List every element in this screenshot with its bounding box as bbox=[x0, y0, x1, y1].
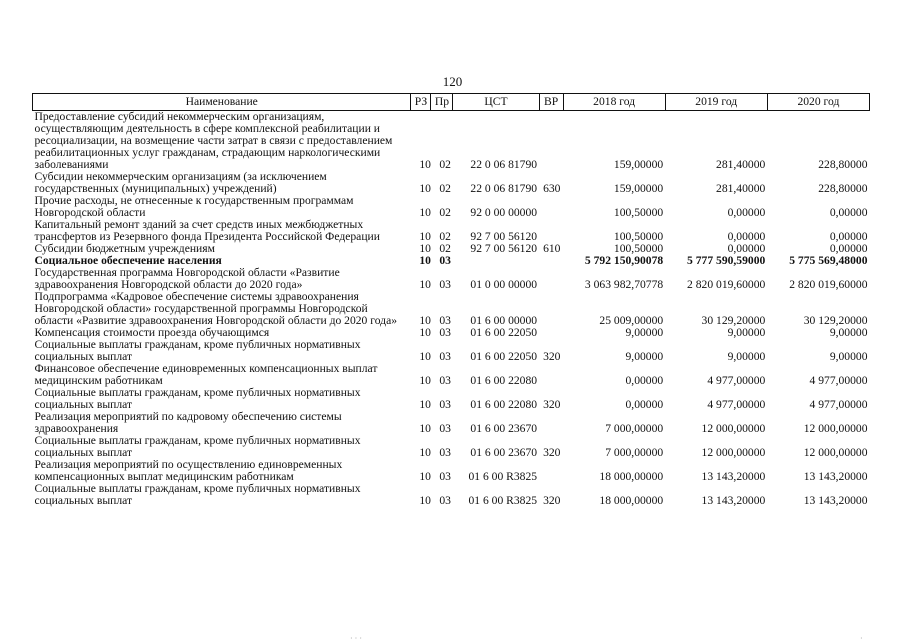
row-2019-value: 281,40000 bbox=[716, 182, 766, 195]
scan-artifact: · bbox=[860, 634, 863, 643]
row-name: Компенсация стоимости проезда обучающимся bbox=[34, 326, 270, 339]
row-vr: 630 bbox=[543, 182, 561, 195]
row-2019-value: 0,00000 bbox=[727, 230, 766, 243]
row-2020-value: 12 000,00000 bbox=[803, 446, 868, 459]
row-rz: 10 bbox=[419, 242, 431, 255]
row-name: Реализация мероприятий по кадровому обеспечению системы здравоохранения bbox=[34, 410, 342, 435]
row-pr: 03 bbox=[439, 446, 451, 459]
row-name: Предоставление субсидий некоммерческим организациям, осуществляющим деятельность в сфере комплексной реабилитации и ресоциализации, на возмещение части затрат в связи с предоставлением реабилитационных услуг гражданам, страдающим наркологическими заболеваниями bbox=[34, 110, 393, 171]
row-name: Социальные выплаты гражданам, кроме публичных нормативных социальных выплат bbox=[34, 482, 361, 507]
row-rz: 10 bbox=[419, 470, 431, 483]
row-pr: 03 bbox=[439, 326, 451, 339]
row-cst: 01 6 00 22050 bbox=[470, 350, 538, 363]
row-2018-value: 100,50000 bbox=[613, 206, 664, 219]
row-vr: 320 bbox=[543, 446, 561, 459]
row-2020-value: 13 143,20000 bbox=[803, 470, 868, 483]
row-2018-value: 18 000,00000 bbox=[599, 470, 664, 483]
row-rz: 10 bbox=[419, 326, 431, 339]
row-name: Социальные выплаты гражданам, кроме публичных нормативных социальных выплат bbox=[34, 386, 361, 411]
row-rz: 10 bbox=[419, 422, 431, 435]
row-cst: 01 0 00 00000 bbox=[470, 278, 538, 291]
header-rz: РЗ bbox=[411, 94, 431, 111]
table-row bbox=[33, 267, 870, 291]
table-row bbox=[33, 195, 870, 219]
row-2020-value: 0,00000 bbox=[829, 242, 868, 255]
row-2020-value: 9,00000 bbox=[829, 326, 868, 339]
row-2019-value: 30 129,20000 bbox=[701, 314, 766, 327]
row-2019-value: 12 000,00000 bbox=[701, 422, 766, 435]
row-2018-value: 9,00000 bbox=[625, 350, 664, 363]
row-cst: 92 7 00 56120 bbox=[470, 242, 538, 255]
header-pr: Пр bbox=[431, 94, 453, 111]
header-name: Наименование bbox=[33, 94, 411, 111]
table-row bbox=[33, 411, 870, 435]
table-row bbox=[33, 111, 870, 172]
row-2019-value: 9,00000 bbox=[727, 350, 766, 363]
row-2019-value: 5 777 590,59000 bbox=[687, 254, 766, 267]
row-vr bbox=[539, 363, 563, 387]
scan-artifact: · · · bbox=[350, 634, 362, 643]
row-rz: 10 bbox=[419, 278, 431, 291]
header-2018: 2018 год bbox=[563, 94, 665, 111]
row-cst: 92 7 00 56120 bbox=[470, 230, 538, 243]
row-vr bbox=[539, 291, 563, 327]
row-pr: 03 bbox=[439, 374, 451, 387]
header-2020: 2020 год bbox=[767, 94, 869, 111]
page-number: 120 bbox=[442, 74, 463, 89]
row-2019-value: 9,00000 bbox=[727, 326, 766, 339]
header-vr: ВР bbox=[539, 94, 563, 111]
row-2018-value: 159,00000 bbox=[613, 182, 664, 195]
row-2018-value: 5 792 150,90078 bbox=[584, 254, 664, 267]
row-vr bbox=[539, 411, 563, 435]
row-pr: 03 bbox=[439, 314, 451, 327]
row-name: Капитальный ремонт зданий за счет средств иных межбюджетных трансфертов из Резервного фонда Президента Российской Федерации bbox=[34, 218, 380, 243]
row-cst: 01 6 00 23670 bbox=[470, 446, 538, 459]
row-name: Социальные выплаты гражданам, кроме публичных нормативных социальных выплат bbox=[34, 434, 361, 459]
header-cst: ЦСТ bbox=[453, 94, 539, 111]
header-2019: 2019 год bbox=[665, 94, 767, 111]
row-cst: 92 0 00 00000 bbox=[470, 206, 538, 219]
row-cst: 01 6 00 22080 bbox=[470, 374, 538, 387]
row-cst: 01 6 00 22080 bbox=[470, 398, 538, 411]
row-2018-value: 25 009,00000 bbox=[599, 314, 664, 327]
row-vr bbox=[539, 267, 563, 291]
row-2018-value: 0,00000 bbox=[625, 374, 664, 387]
row-vr: 320 bbox=[543, 350, 561, 363]
row-2018-value: 100,50000 bbox=[613, 230, 664, 243]
row-pr: 02 bbox=[439, 230, 451, 243]
row-pr: 03 bbox=[439, 422, 451, 435]
row-rz: 10 bbox=[419, 206, 431, 219]
row-2019-value: 281,40000 bbox=[716, 158, 766, 171]
row-vr bbox=[539, 459, 563, 483]
row-2020-value: 5 775 569,48000 bbox=[789, 254, 868, 267]
row-2020-value: 0,00000 bbox=[829, 230, 868, 243]
row-cst: 01 6 00 R3825 bbox=[468, 470, 538, 483]
table-body bbox=[33, 111, 870, 508]
row-2018-value: 159,00000 bbox=[613, 158, 664, 171]
row-2018-value: 7 000,00000 bbox=[605, 446, 664, 459]
row-cst: 01 6 00 22050 bbox=[470, 326, 538, 339]
row-cst: 22 0 06 81790 bbox=[470, 158, 538, 171]
row-name: Государственная программа Новгородской области «Развитие здравоохранения Новгородской области до 2020 года» bbox=[34, 266, 340, 291]
row-2018-value: 0,00000 bbox=[625, 398, 664, 411]
table-row bbox=[33, 171, 870, 195]
row-pr: 02 bbox=[439, 206, 451, 219]
row-pr: 02 bbox=[439, 242, 451, 255]
row-rz: 10 bbox=[419, 446, 431, 459]
budget-table bbox=[32, 93, 870, 507]
row-cst: 01 6 00 23670 bbox=[470, 422, 538, 435]
row-name: Субсидии бюджетным учреждениям bbox=[34, 242, 215, 255]
row-2018-value: 7 000,00000 bbox=[605, 422, 664, 435]
row-rz: 10 bbox=[419, 254, 431, 267]
row-2019-value: 4 977,00000 bbox=[707, 374, 766, 387]
row-2018-value: 9,00000 bbox=[625, 326, 664, 339]
row-name: Социальное обеспечение населения bbox=[34, 254, 222, 267]
row-rz: 10 bbox=[419, 350, 431, 363]
row-2020-value: 0,00000 bbox=[829, 206, 868, 219]
row-2019-value: 0,00000 bbox=[727, 242, 766, 255]
row-2020-value: 12 000,00000 bbox=[803, 422, 868, 435]
row-2019-value: 13 143,20000 bbox=[701, 470, 766, 483]
table-row bbox=[33, 387, 870, 411]
row-vr: 320 bbox=[543, 398, 561, 411]
row-rz: 10 bbox=[419, 398, 431, 411]
row-2019-value: 2 820 019,60000 bbox=[687, 278, 766, 291]
row-name: Социальные выплаты гражданам, кроме публичных нормативных социальных выплат bbox=[34, 338, 361, 363]
row-name: Прочие расходы, не отнесенные к государственным программам Новгородской области bbox=[34, 194, 354, 219]
row-vr: 610 bbox=[543, 242, 561, 255]
row-2019-value: 12 000,00000 bbox=[701, 446, 766, 459]
row-2020-value: 4 977,00000 bbox=[809, 398, 868, 411]
row-2018-value: 100,50000 bbox=[613, 242, 664, 255]
row-vr bbox=[539, 111, 563, 172]
row-2019-value: 0,00000 bbox=[727, 206, 766, 219]
row-name: Подпрограмма «Кадровое обеспечение системы здравоохранения Новгородской области» государственной программы Новгородской области «Развитие здравоохранения Новгородской области до 2020 года» bbox=[34, 290, 398, 327]
row-pr: 02 bbox=[439, 158, 451, 171]
row-pr: 03 bbox=[439, 470, 451, 483]
row-vr bbox=[539, 195, 563, 219]
table-row bbox=[33, 363, 870, 387]
row-2020-value: 228,80000 bbox=[818, 158, 868, 171]
table-row bbox=[33, 219, 870, 243]
row-rz: 10 bbox=[419, 314, 431, 327]
row-vr bbox=[539, 327, 563, 339]
row-pr: 03 bbox=[439, 494, 451, 507]
row-name: Финансовое обеспечение единовременных компенсационных выплат медицинским работникам bbox=[34, 362, 378, 387]
row-pr: 03 bbox=[439, 398, 451, 411]
row-pr: 03 bbox=[439, 350, 451, 363]
row-2020-value: 13 143,20000 bbox=[803, 494, 868, 507]
row-2018-value: 3 063 982,70778 bbox=[584, 278, 664, 291]
row-name: Реализация мероприятий по осуществлению единовременных компенсационных выплат медицинским работникам bbox=[34, 458, 343, 483]
row-vr bbox=[539, 255, 563, 267]
row-2020-value: 30 129,20000 bbox=[803, 314, 868, 327]
row-vr: 320 bbox=[543, 494, 561, 507]
row-cst: 01 6 00 00000 bbox=[470, 314, 538, 327]
table-row bbox=[33, 291, 870, 327]
row-rz: 10 bbox=[419, 374, 431, 387]
row-cst: 22 0 06 81790 bbox=[470, 182, 538, 195]
table-row bbox=[33, 339, 870, 363]
row-pr: 02 bbox=[439, 182, 451, 195]
table-row bbox=[33, 435, 870, 459]
row-2020-value: 228,80000 bbox=[818, 182, 868, 195]
table-row bbox=[33, 483, 870, 507]
row-pr: 03 bbox=[439, 254, 451, 267]
row-cst bbox=[453, 255, 539, 267]
row-rz: 10 bbox=[419, 230, 431, 243]
row-2020-value: 2 820 019,60000 bbox=[789, 278, 868, 291]
row-rz: 10 bbox=[419, 182, 431, 195]
row-2019-value: 4 977,00000 bbox=[707, 398, 766, 411]
row-rz: 10 bbox=[419, 158, 431, 171]
row-vr bbox=[539, 219, 563, 243]
table-header-row bbox=[33, 94, 870, 111]
row-2018-value: 18 000,00000 bbox=[599, 494, 664, 507]
table-row bbox=[33, 459, 870, 483]
row-cst: 01 6 00 R3825 bbox=[468, 494, 538, 507]
row-2019-value: 13 143,20000 bbox=[701, 494, 766, 507]
row-2020-value: 9,00000 bbox=[829, 350, 868, 363]
row-pr: 03 bbox=[439, 278, 451, 291]
row-rz: 10 bbox=[419, 494, 431, 507]
row-2020-value: 4 977,00000 bbox=[809, 374, 868, 387]
row-name: Субсидии некоммерческим организациям (за исключением государственных (муниципальных) учреждений) bbox=[34, 170, 327, 195]
